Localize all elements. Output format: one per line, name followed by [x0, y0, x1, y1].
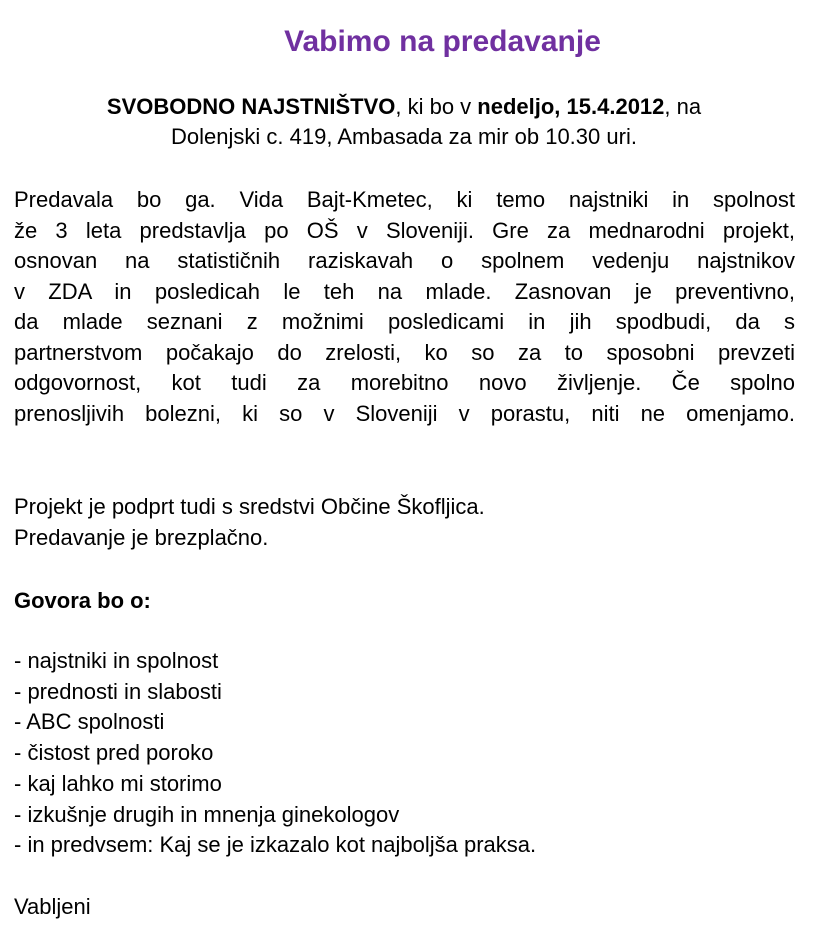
- description-line: odgovornost, kot tudi za morebitno novo življenje. Če spolno: [14, 370, 795, 395]
- event-intro-line-1: [0, 92, 808, 122]
- free-entry-line: Predavanje je brezplačno.: [14, 525, 269, 550]
- closing-line: Vabljeni: [14, 894, 91, 919]
- description-line: že 3 leta predstavlja po OŠ v Sloveniji. Gre za mednarodni projekt,: [14, 217, 795, 243]
- description-line: partnerstvom počakajo do zrelosti, ko so za to sposobni prevzeti: [14, 339, 795, 365]
- intro-text-2: , na: [664, 94, 702, 119]
- topics-list: [14, 646, 536, 861]
- support-line: Projekt je podprt tudi s sredstvi Občine Škofljica.: [14, 494, 485, 519]
- event-name: SVOBODNO NAJSTNIŠTVO: [106, 94, 396, 119]
- description-line: da mlade seznani z možnimi posledicami in jih spodbudi, da s: [14, 309, 795, 334]
- topic-item: - čistost pred poroko: [14, 740, 214, 766]
- description-line: osnovan na statističnih raziskavah o spolnem vedenju najstnikov: [14, 248, 795, 273]
- event-intro: [0, 92, 808, 152]
- event-location: Dolenjski c. 419, Ambasada za mir ob 10.30 uri.: [171, 124, 637, 149]
- topic-item: - najstniki in spolnost: [14, 648, 219, 673]
- intro-text-1: , ki bo v: [395, 94, 478, 119]
- description-line: v ZDA in posledicah le teh na mlade. Zasnovan je preventivno,: [14, 278, 795, 304]
- topic-item: - izkušnje drugih in mnenja ginekologov: [14, 801, 400, 827]
- description-line: prenosljivih bolezni, ki so v Sloveniji v porastu, niti ne omenjamo.: [14, 400, 795, 426]
- topics-heading: Govora bo o:: [14, 588, 151, 613]
- topic-item: - kaj lahko mi storimo: [14, 770, 222, 796]
- description-line: Predavala bo ga. Vida Bajt-Kmetec, ki temo najstniki in spolnost: [14, 187, 795, 212]
- description-paragraph: [14, 185, 795, 429]
- event-date: nedeljo, 15.4.2012: [477, 94, 665, 119]
- topic-item: - prednosti in slabosti: [14, 678, 222, 704]
- invitation-title: Vabimo na predavanje: [284, 25, 601, 58]
- topic-item: - in predvsem: Kaj se je izkazalo kot najboljša praksa.: [14, 832, 537, 858]
- topic-item: - ABC spolnosti: [14, 709, 165, 735]
